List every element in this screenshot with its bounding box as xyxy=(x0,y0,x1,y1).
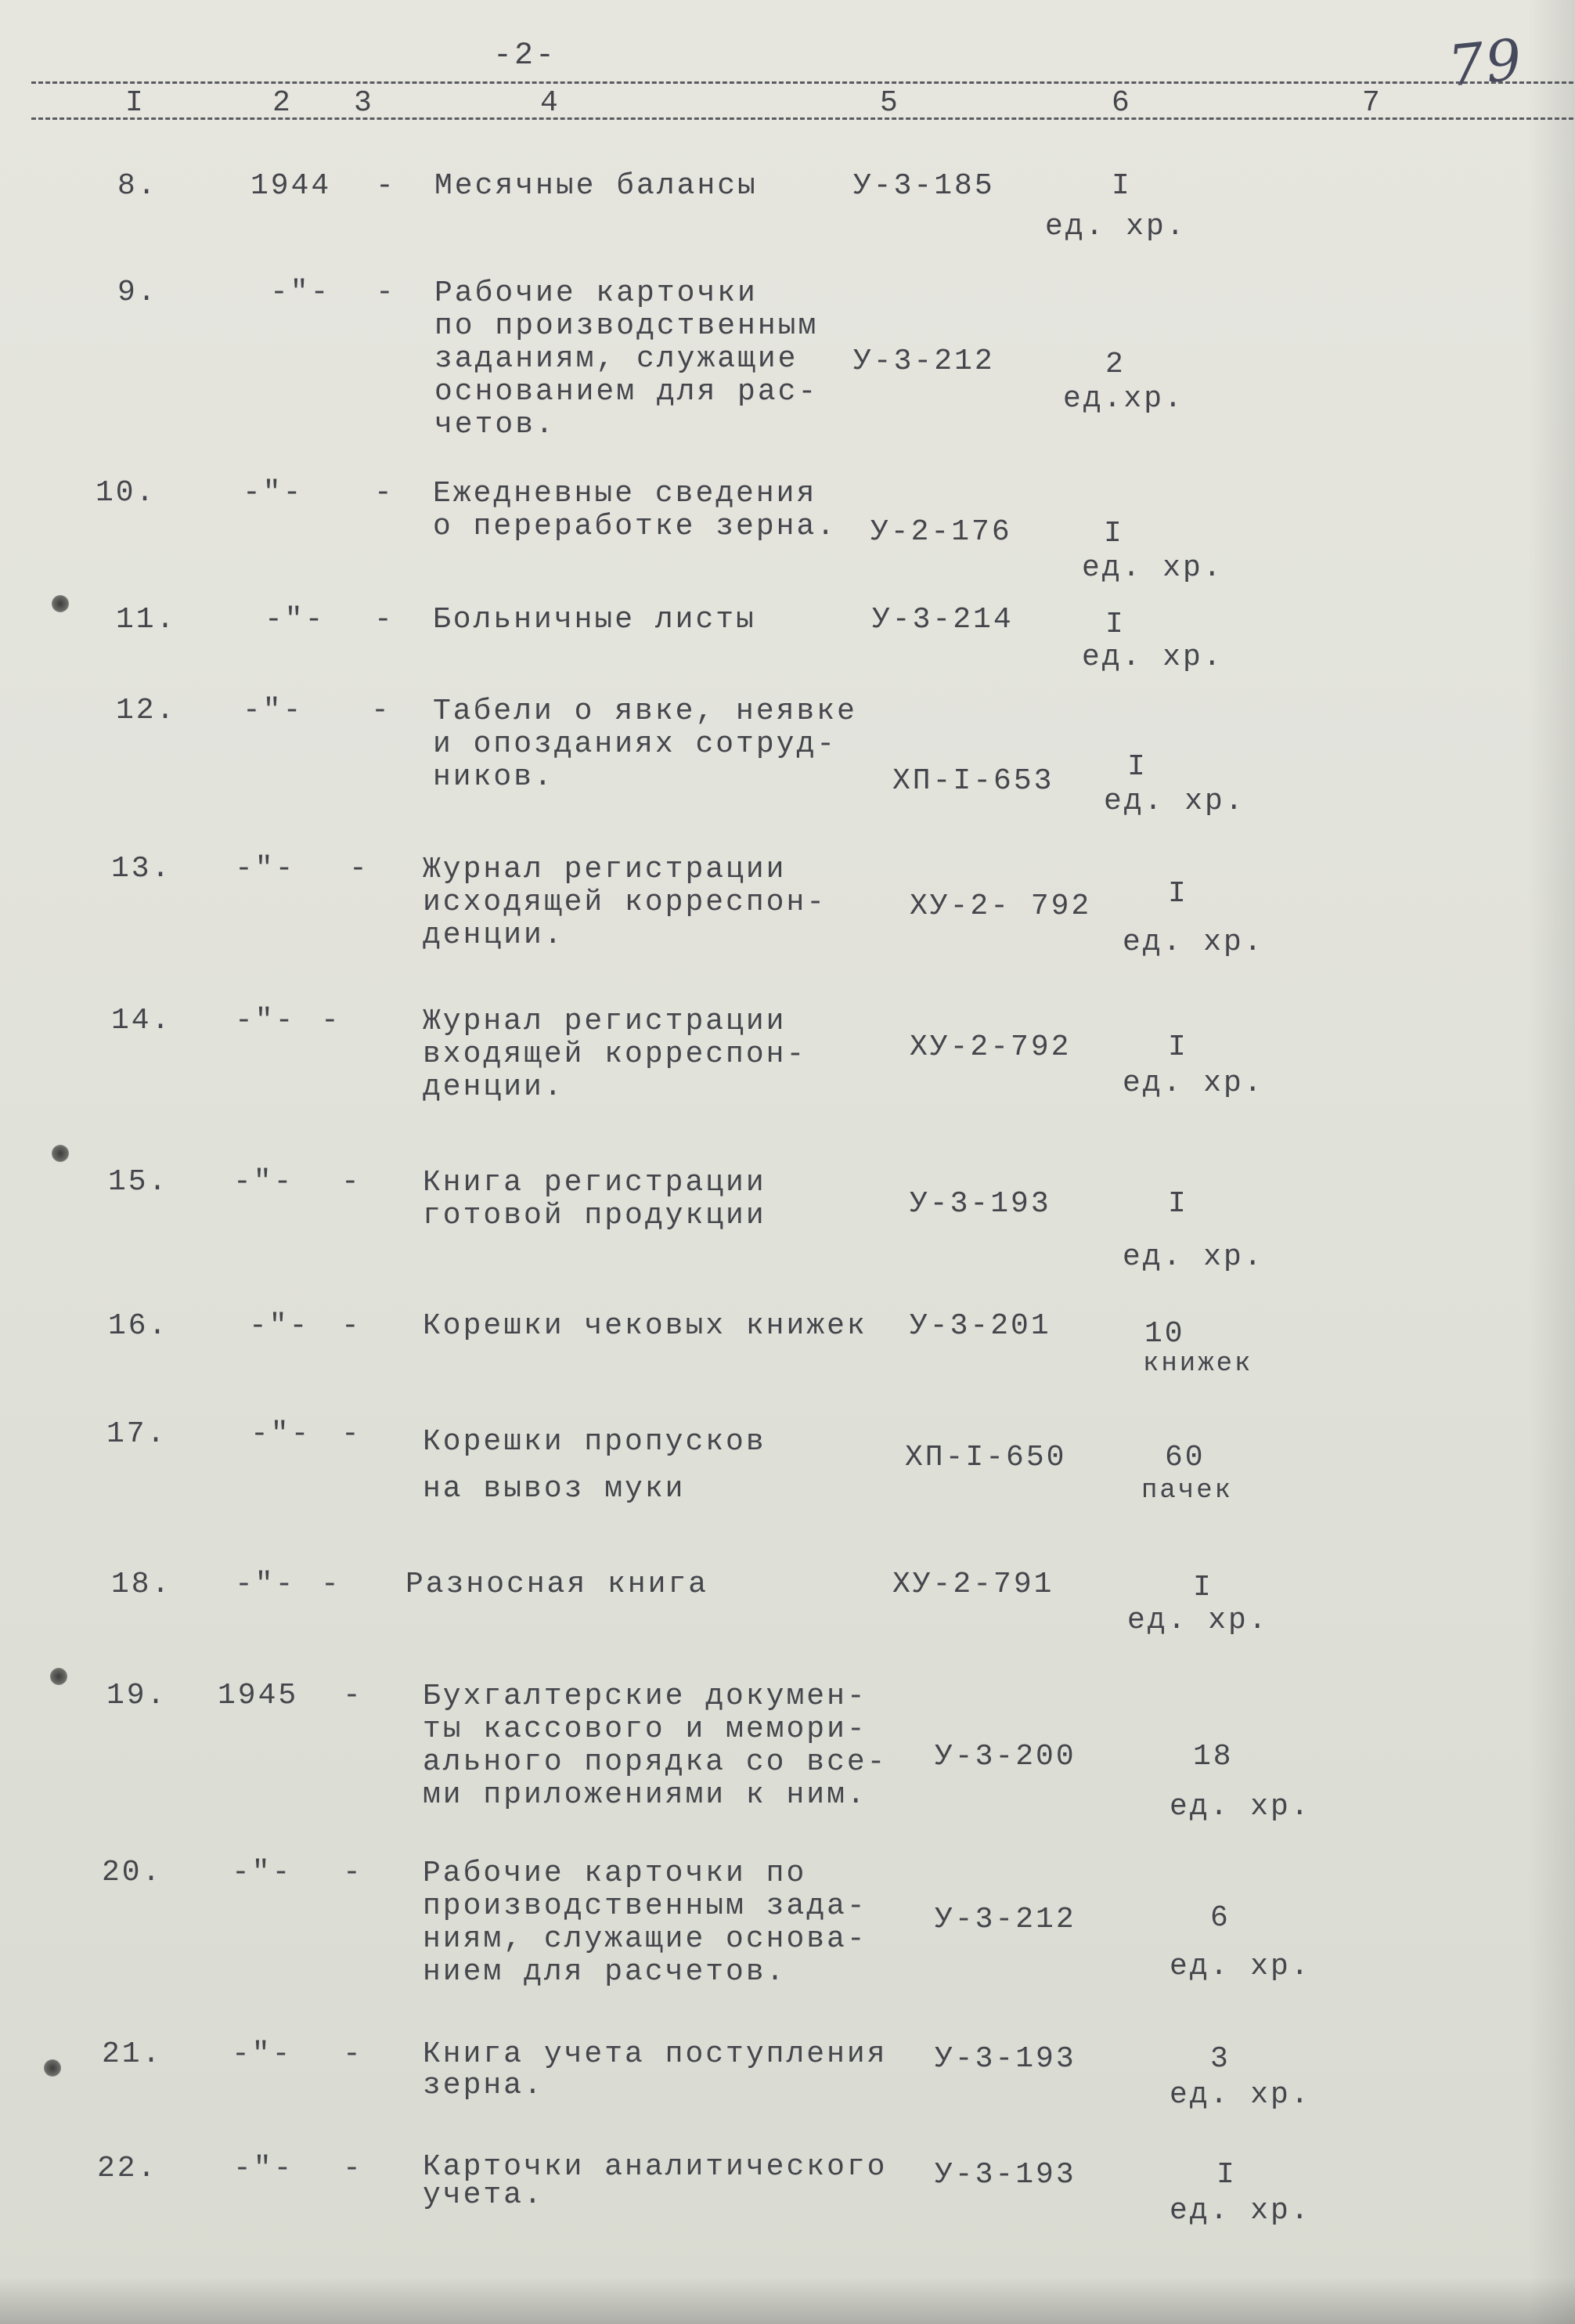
row-index: ХУ-2-792 xyxy=(910,1030,1072,1064)
row-unit: ед. хр. xyxy=(1127,1604,1269,1637)
row-unit: ед. хр. xyxy=(1082,551,1224,585)
column-header-7: 7 xyxy=(1362,86,1380,120)
row-index: ХП-I-650 xyxy=(905,1441,1067,1474)
row-index: У-3-212 xyxy=(935,1903,1076,1936)
row-title: Разносная книга xyxy=(405,1568,709,1601)
row-number: 22. xyxy=(97,2152,158,2185)
row-year: -"- xyxy=(270,276,331,309)
column-header-3: 3 xyxy=(354,86,372,120)
row-unit: ед. хр. xyxy=(1123,1066,1264,1100)
row-index: У-3-193 xyxy=(935,2158,1076,2192)
row-quantity: 18 xyxy=(1193,1740,1234,1774)
row-unit: пачек xyxy=(1141,1476,1234,1506)
row-unit: ед. хр. xyxy=(1104,785,1245,818)
row-number: 21. xyxy=(102,2037,163,2071)
row-number: 9. xyxy=(117,276,158,309)
row-unit: книжек xyxy=(1143,1349,1253,1379)
row-number: 18. xyxy=(111,1568,172,1601)
row-number: 16. xyxy=(108,1309,169,1343)
column-header-5: 5 xyxy=(880,86,898,120)
row-title: Больничные листы xyxy=(433,603,756,637)
row-title: Книга регистрации готовой продукции xyxy=(423,1166,766,1232)
row-dash: - xyxy=(341,1309,362,1343)
row-quantity: 6 xyxy=(1210,1901,1231,1935)
column-header-1: I xyxy=(125,86,143,120)
row-number: 20. xyxy=(102,1856,163,1889)
row-year: -"- xyxy=(235,1004,296,1038)
row-year: -"- xyxy=(235,852,296,886)
row-dash: - xyxy=(374,476,395,510)
row-index: У-3-200 xyxy=(935,1740,1076,1774)
row-title: Месячные балансы xyxy=(434,169,758,203)
row-title: Журнал регистрации входящей корреспон- денции. xyxy=(423,1005,807,1104)
row-quantity: I xyxy=(1168,1187,1188,1221)
row-index: У-3-214 xyxy=(872,603,1014,637)
row-unit: ед. хр. xyxy=(1045,210,1187,244)
row-dash: - xyxy=(371,694,391,727)
row-year: -"- xyxy=(250,1417,312,1451)
row-unit: ед. хр. xyxy=(1123,926,1264,959)
row-unit: ед. хр. xyxy=(1170,1950,1311,1983)
row-year: -"- xyxy=(243,476,304,510)
row-title: Бухгалтерские докумен- ты кассового и мемори- ального порядка со все- ми приложениями к ним. xyxy=(423,1680,888,1812)
row-year: -"- xyxy=(235,1568,296,1601)
row-quantity: I xyxy=(1168,877,1188,911)
binder-hole xyxy=(50,1668,67,1685)
row-unit: ед. хр. xyxy=(1170,2078,1311,2112)
row-index: У-3-193 xyxy=(910,1187,1051,1221)
row-year: -"- xyxy=(265,603,326,637)
row-title: Корешки чековых книжек xyxy=(423,1309,867,1343)
row-quantity: I xyxy=(1105,608,1126,641)
row-year: -"- xyxy=(233,2152,294,2185)
binder-hole xyxy=(52,595,69,612)
row-year: -"- xyxy=(232,1856,293,1889)
row-year: -"- xyxy=(232,2037,293,2071)
row-dash: - xyxy=(376,276,396,309)
row-dash: - xyxy=(343,1856,363,1889)
column-header-4: 4 xyxy=(540,86,558,120)
row-dash: - xyxy=(374,603,395,637)
row-number: 10. xyxy=(96,476,157,510)
row-year: 1945 xyxy=(218,1679,299,1712)
row-number: 19. xyxy=(106,1679,168,1712)
row-quantity: I xyxy=(1193,1571,1213,1604)
row-year: -"- xyxy=(243,694,304,727)
row-number: 17. xyxy=(106,1417,168,1451)
row-quantity: I xyxy=(1127,750,1148,784)
header-rule-bottom xyxy=(31,117,1573,120)
row-quantity: 2 xyxy=(1105,348,1126,381)
row-year: -"- xyxy=(249,1309,310,1343)
row-quantity: 10 xyxy=(1144,1317,1185,1351)
row-dash: - xyxy=(341,1417,362,1451)
row-number: 15. xyxy=(108,1165,169,1199)
row-index: У-3-212 xyxy=(853,345,995,378)
row-title: Журнал регистрации исходящей корреспон- денции. xyxy=(423,853,827,952)
row-index: У-3-201 xyxy=(910,1309,1051,1343)
row-unit: ед. хр. xyxy=(1170,1790,1311,1824)
row-quantity: I xyxy=(1216,2158,1237,2192)
row-number: 13. xyxy=(111,852,172,886)
row-quantity: I xyxy=(1104,517,1124,550)
row-number: 11. xyxy=(116,603,177,637)
row-index: ХП-I-653 xyxy=(892,764,1054,798)
row-dash: - xyxy=(349,852,369,886)
row-dash: - xyxy=(321,1568,341,1601)
row-quantity: 3 xyxy=(1210,2042,1231,2076)
row-index: ХУ-2-791 xyxy=(892,1568,1054,1601)
row-unit: ед.хр. xyxy=(1063,382,1184,416)
row-dash: - xyxy=(343,2152,363,2185)
row-dash: - xyxy=(343,2037,363,2071)
row-dash: - xyxy=(341,1165,362,1199)
binder-hole xyxy=(52,1145,69,1162)
sheet-edge-shadow xyxy=(1528,0,1575,2324)
row-quantity: I xyxy=(1168,1030,1188,1064)
row-year: -"- xyxy=(233,1165,294,1199)
row-title: Табели о явке, неявке и опозданиях сотруд- ников. xyxy=(433,695,857,794)
row-number: 12. xyxy=(116,694,177,727)
row-year: 1944 xyxy=(250,169,332,203)
row-index: ХУ-2- 792 xyxy=(910,890,1092,923)
row-unit: ед. хр. xyxy=(1082,641,1224,674)
bottom-shadow xyxy=(0,2277,1575,2324)
row-title: Рабочие карточки по производственным заданиям, служащие основанием для рас- четов. xyxy=(434,276,819,442)
row-title: Ежедневные сведения о переработке зерна. xyxy=(433,477,838,543)
row-index: У-2-176 xyxy=(870,515,1012,549)
page-number: -2- xyxy=(493,38,557,74)
column-header-6: 6 xyxy=(1112,86,1130,120)
row-index: У-3-193 xyxy=(935,2042,1076,2076)
row-number: 8. xyxy=(117,169,158,203)
header-rule-top xyxy=(31,81,1573,84)
row-dash: - xyxy=(321,1004,341,1038)
row-title: Книга учета поступления зерна. xyxy=(423,2037,888,2102)
row-unit: ед. хр. xyxy=(1170,2194,1311,2228)
row-quantity: I xyxy=(1112,169,1132,203)
column-header-2: 2 xyxy=(272,86,290,120)
row-quantity: 60 xyxy=(1165,1441,1206,1474)
binder-hole xyxy=(44,2059,61,2077)
archive-folio-number: 79 xyxy=(1444,26,1526,99)
row-unit: ед. хр. xyxy=(1123,1240,1264,1274)
row-index: У-3-185 xyxy=(853,169,995,203)
row-dash: - xyxy=(376,169,396,203)
row-title: Карточки аналитического учета. xyxy=(423,2150,888,2212)
row-title: Корешки пропусков на вывоз муки xyxy=(423,1425,766,1506)
row-title: Рабочие карточки по производственным зада- ниям, служащие основа- нием для расчетов. xyxy=(423,1857,867,1989)
row-number: 14. xyxy=(111,1004,172,1038)
row-dash: - xyxy=(343,1679,363,1712)
